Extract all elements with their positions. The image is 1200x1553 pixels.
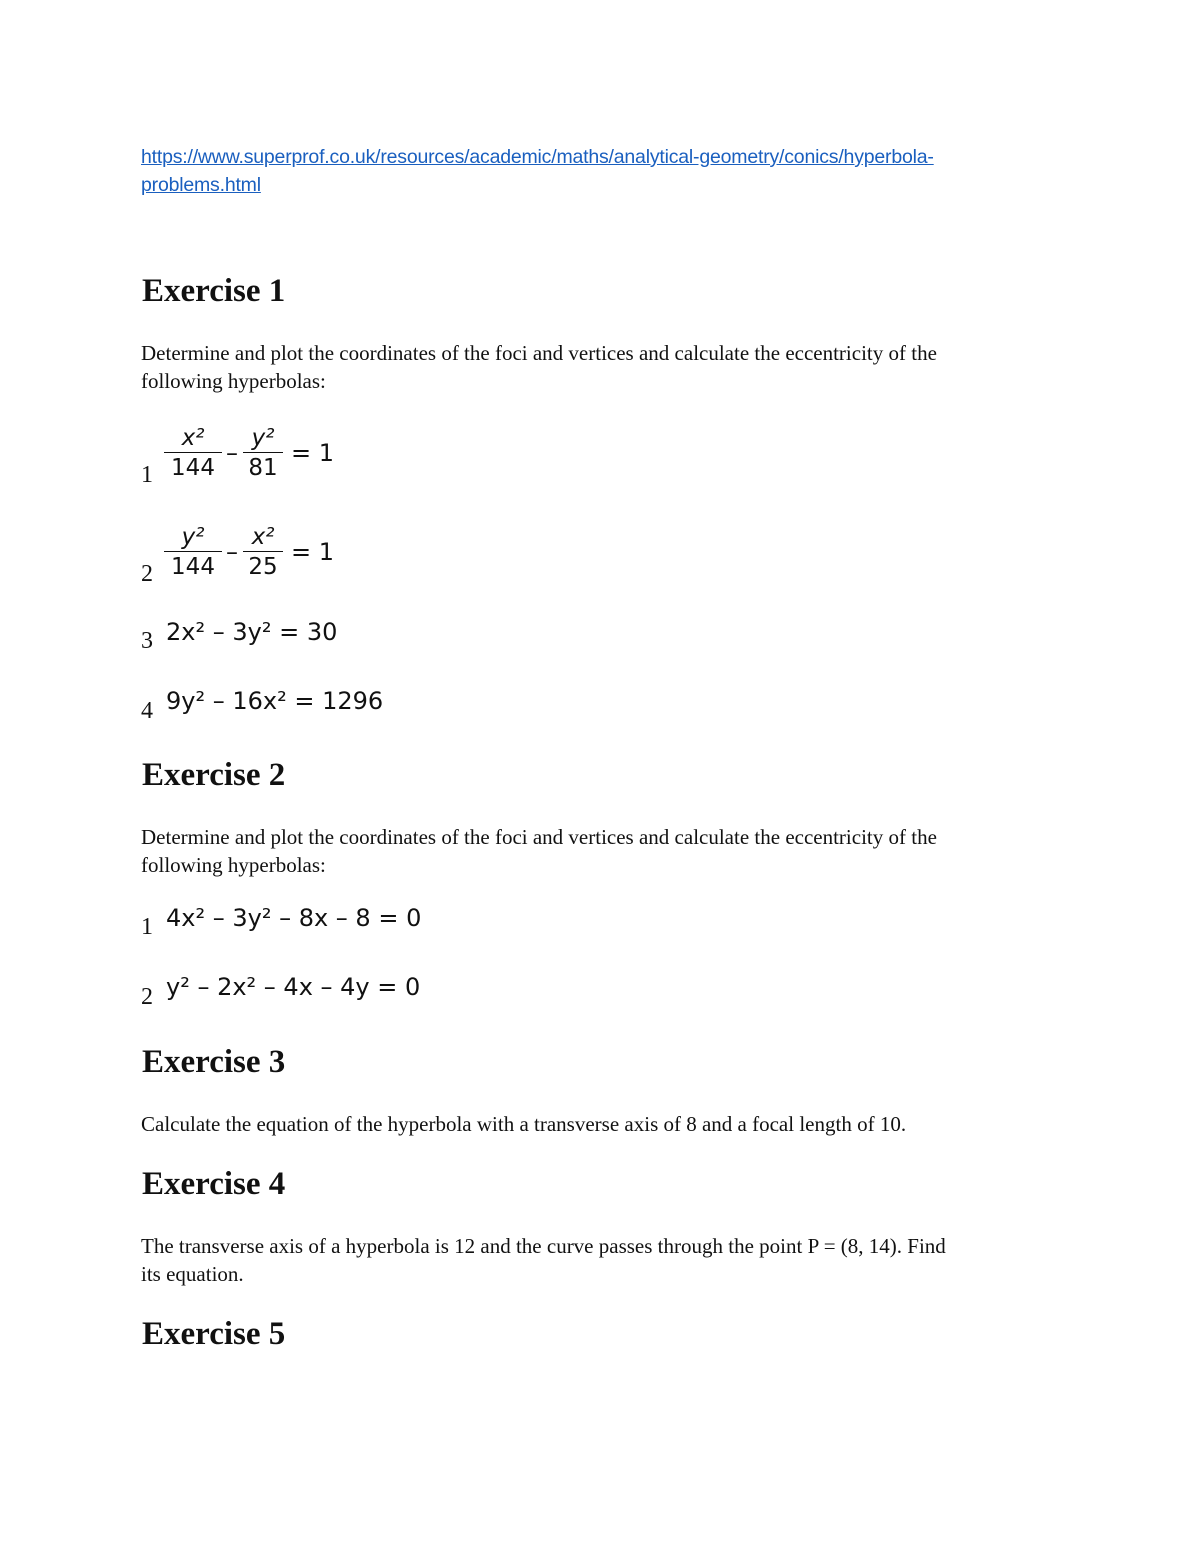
fraction-numerator: y²	[251, 425, 275, 451]
exercise-1-item-1-fraction-b	[243, 424, 283, 481]
exercise-3-heading: Exercise 3	[142, 1044, 286, 1080]
exercise-1-item-4-number: 4	[141, 698, 153, 724]
exercise-2-item-2-number: 2	[141, 984, 153, 1010]
exercise-1-item-2-number: 2	[141, 561, 153, 587]
source-link-line1[interactable]: https://www.superprof.co.uk/resources/academic/maths/analytical-geometry/conics/hyperbola-	[141, 146, 934, 168]
exercise-2-item-2-equation: y² – 2x² – 4x – 4y = 0	[166, 973, 421, 1001]
fraction-denominator: 144	[171, 554, 215, 580]
exercise-1-item-1-fraction-a	[164, 424, 222, 481]
minus-sign: –	[226, 439, 238, 467]
fraction-numerator: y²	[181, 524, 205, 550]
exercise-1-item-4-equation: 9y² – 16x² = 1296	[166, 687, 384, 715]
exercise-1-item-1-number: 1	[141, 462, 153, 488]
exercise-1-instruction-line1: Determine and plot the coordinates of the foci and vertices and calculate the eccentricity of the	[141, 341, 937, 365]
exercise-1-item-2-fraction-a	[164, 523, 222, 580]
exercise-3-text: Calculate the equation of the hyperbola with a transverse axis of 8 and a focal length of 10.	[141, 1112, 907, 1136]
exercise-1-item-2-fraction-b	[243, 523, 283, 580]
fraction-numerator: x²	[181, 425, 205, 451]
fraction-numerator: x²	[251, 524, 275, 550]
source-link-line2[interactable]: problems.html	[141, 174, 261, 196]
equation-rhs: = 1	[291, 439, 335, 467]
exercise-2-item-1-number: 1	[141, 914, 153, 940]
exercise-1-heading: Exercise 1	[142, 273, 286, 309]
exercise-1-instruction-line2: following hyperbolas:	[141, 369, 326, 393]
exercise-1-item-3-equation: 2x² – 3y² = 30	[166, 618, 338, 646]
equation-rhs: = 1	[291, 538, 335, 566]
fraction-denominator: 25	[248, 554, 278, 580]
exercise-1-item-3-number: 3	[141, 628, 153, 654]
exercise-2-item-1-equation: 4x² – 3y² – 8x – 8 = 0	[166, 904, 422, 932]
exercise-2-instruction-line2: following hyperbolas:	[141, 853, 326, 877]
exercise-2-heading: Exercise 2	[142, 757, 286, 793]
fraction-denominator: 81	[248, 455, 278, 481]
exercise-4-text-line2: its equation.	[141, 1262, 244, 1286]
minus-sign: –	[226, 538, 238, 566]
exercise-4-heading: Exercise 4	[142, 1166, 286, 1202]
fraction-denominator: 144	[171, 455, 215, 481]
exercise-2-instruction-line1: Determine and plot the coordinates of the foci and vertices and calculate the eccentricity of the	[141, 825, 937, 849]
exercise-4-text-line1: The transverse axis of a hyperbola is 12 and the curve passes through the point P = (8, 14). Find	[141, 1234, 946, 1258]
exercise-5-heading: Exercise 5	[142, 1316, 286, 1352]
